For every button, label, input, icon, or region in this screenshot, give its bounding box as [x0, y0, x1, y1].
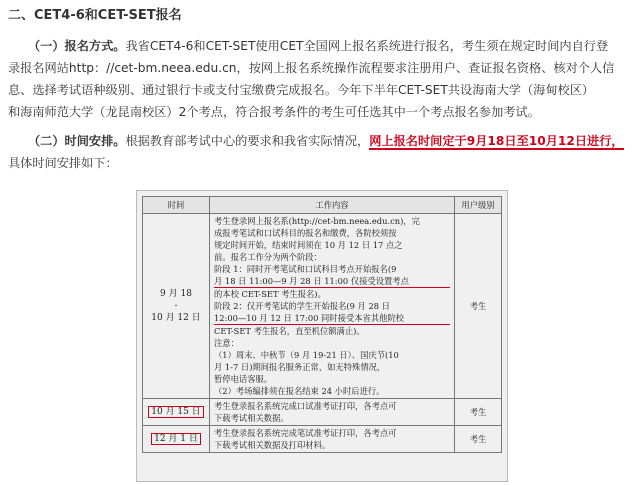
row1-line: 前。报名工作分为两个阶段：: [214, 252, 322, 262]
row1-line: 考生登录网上报名系(http://cet-bm.neea.edu.cn)，完: [214, 216, 420, 226]
row2-line: 考生登录报名系统完成口试准考证打印，各考点可: [214, 401, 397, 411]
row1-line: 注意：: [214, 338, 239, 348]
row1-time: [143, 214, 210, 399]
registration-method-line2: 录报名网站http：//cet-bm.neea.edu.cn，按网上报名系统操作流程要求注册用户、查证报名资格、核对个人信: [8, 61, 615, 75]
row3-time: [143, 426, 210, 453]
row3-role: 考生: [455, 426, 502, 453]
row1-line: 阶段 1：同时开考笔试和口试科目考点开始报名(9: [214, 264, 397, 274]
schedule-table-image: [136, 190, 508, 482]
row1-line: （2）考场编排须在报名结束 24 小时后进行。: [214, 386, 385, 396]
row1-line: （1）周末、中秋节（9 月 19-21 日）、国庆节(10: [214, 350, 399, 360]
registration-method-label: （一）报名方式。: [28, 39, 126, 53]
row1-line: CET-SET 考生报名，直至机位额满止)。: [214, 326, 365, 336]
row1-line: 成报考笔试和口试科目的报名和缴费，各院校须按: [214, 228, 397, 238]
row3-work: [210, 426, 455, 453]
row1-line-underlined: 12:00—10 月 12 日 17:00 同时接受本省其他院校: [214, 312, 450, 325]
row1-line: 阶段 2：仅开考笔试的学生开始报名(9 月 28 日: [214, 301, 390, 311]
row1-work: [210, 214, 455, 399]
row1-role: 考生: [455, 214, 502, 399]
row2-time: [143, 399, 210, 426]
registration-method-paragraph: [8, 35, 614, 123]
table-row: [143, 214, 502, 399]
section-heading: 二、CET4-6和CET-SET报名: [8, 8, 182, 23]
row2-work: [210, 399, 455, 426]
row2-role: 考生: [455, 399, 502, 426]
row1-time-dash: -: [174, 301, 178, 311]
row2-line: 下载考试相关数据。: [214, 413, 289, 423]
header-time: 时间: [143, 197, 210, 214]
row1-line: 的本校 CET-SET 考生报名)。: [214, 289, 326, 299]
row1-line: 暂停电话客服。: [214, 374, 273, 384]
registration-method-line1: 我省CET4-6和CET-SET使用CET全国网上报名系统进行报名，考生须在规定时间内自行登: [125, 39, 609, 53]
row3-line: 下载考试相关数据及打印材料。: [214, 440, 331, 450]
table-row: [143, 399, 502, 426]
row1-time-top: 9 月 18: [160, 289, 192, 299]
schedule-line2: 具体时间安排如下：: [8, 156, 118, 170]
schedule-text: 根据教育部考试中心的要求和我省实际情况，: [125, 134, 370, 148]
row1-line: 月 1-7 日)期间报名服务正常，如无特殊情况，: [214, 362, 386, 372]
header-work: 工作内容: [210, 197, 455, 214]
row2-time-value: 10 月 15 日: [148, 406, 204, 418]
table-row: [143, 426, 502, 453]
registration-method-line3: 息、选择考试语种级别、通过银行卡或支付宝缴费完成报名。今年下半年CET-SET共设海南大学（海甸校区）: [8, 83, 595, 97]
row1-line-underlined: 月 18 日 11:00—9 月 28 日 11:00 仅接受设置考点: [214, 275, 450, 288]
schedule-highlight: 网上报名时间定于9月18日至10月12日进行，: [369, 134, 624, 148]
row1-line: 规定时间开始，结束时间须在 10 月 12 日 17 点之: [214, 240, 403, 250]
table-header-row: [143, 197, 502, 214]
schedule-paragraph: [8, 130, 624, 174]
registration-method-line4: 和海南师范大学（龙昆南校区）2个考点，符合报考条件的考生可任选其中一个考点报名参加考试。: [8, 105, 540, 119]
schedule-label: （二）时间安排。: [28, 134, 126, 148]
header-role: 用户级别: [455, 197, 502, 214]
row1-time-bottom: 10 月 12 日: [151, 313, 201, 323]
row3-time-value: 12 月 1 日: [151, 433, 201, 445]
row3-line: 考生登录报名系统完成笔试准考证打印，各考点可: [214, 428, 397, 438]
schedule-table: [142, 196, 502, 453]
